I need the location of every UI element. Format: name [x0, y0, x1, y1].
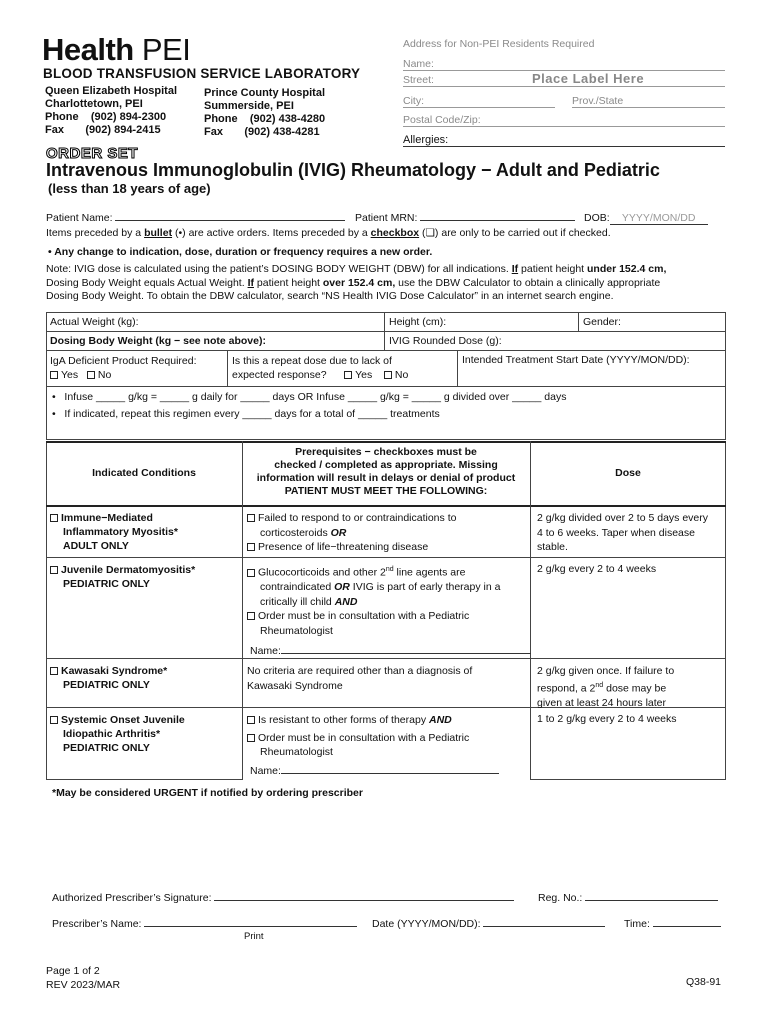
prescriber-name[interactable]: Prescriber’s Name:: [52, 918, 357, 930]
dose-dermatomyositis: 2 g/kg every 2 to 4 weeks: [537, 563, 657, 575]
form-code: Q38-91: [686, 976, 722, 988]
prereq-sojia: Is resistant to other forms of therapy AND Order must be in consultation with a Pediatric Rheumatologist Name:: [247, 713, 499, 778]
prescriber-date[interactable]: Date (YYYY/MON/DD):: [372, 918, 605, 930]
condition-dermatomyositis[interactable]: Juvenile Dermatomyositis* PEDIATRIC ONLY: [50, 563, 195, 591]
col-indicated-conditions: Indicated Conditions: [92, 467, 196, 479]
myositis-prereq2-checkbox[interactable]: [247, 543, 255, 551]
change-note: • Any change to indication, dose, duration or frequency requires a new order.: [48, 246, 433, 258]
kawasaki-checkbox[interactable]: [50, 667, 58, 675]
dose-myositis: 2 g/kg divided over 2 to 5 days every 4 to 6 weeks. Taper when disease stable.: [537, 512, 709, 553]
intended-start-date[interactable]: Intended Treatment Start Date (YYYY/MON/DD):: [462, 354, 690, 366]
condition-kawasaki[interactable]: Kawasaki Syndrome* PEDIATRIC ONLY: [50, 664, 167, 692]
col-dose: Dose: [615, 467, 641, 479]
prereq-myositis: Failed to respond to or contraindications to corticosteroids OR Presence of life−threatening disease: [247, 511, 456, 555]
iga-no-checkbox[interactable]: [87, 371, 95, 379]
page-title: Intravenous Immunoglobulin (IVIG) Rheumatology − Adult and Pediatric: [46, 160, 660, 180]
prescriber-time[interactable]: Time:: [624, 918, 721, 930]
gender-field[interactable]: Gender:: [583, 316, 621, 328]
iga-yes-checkbox[interactable]: [50, 371, 58, 379]
address-city[interactable]: City:: [403, 95, 555, 108]
dermatomyositis-checkbox[interactable]: [50, 566, 58, 574]
items-note: Items preceded by a bullet (•) are active orders. Items preceded by a checkbox (❏) are only to be carried out if checked.: [46, 227, 611, 239]
col-prerequisites: Prerequisites − checkboxes must be checked / completed as appropriate. Missing information will result in delays or denial of product PATIENT MUST MEET THE FOLLOWING:: [256, 446, 516, 497]
page-subtitle: (less than 18 years of age): [48, 181, 211, 196]
authorized-signature[interactable]: Authorized Prescriber’s Signature:: [52, 892, 514, 904]
address-prov[interactable]: Prov./State: [572, 95, 725, 108]
sojia-prereq1-checkbox[interactable]: [247, 716, 255, 724]
condition-myositis[interactable]: Immune−Mediated Inflammatory Myositis* ADULT ONLY: [50, 511, 178, 553]
urgent-note: *May be considered URGENT if notified by ordering prescriber: [52, 787, 363, 799]
sojia-prereq2-checkbox[interactable]: [247, 734, 255, 742]
health-pei-logo: Health PEI: [42, 32, 191, 67]
height-field[interactable]: Height (cm):: [389, 316, 447, 328]
patient-mrn-label: Patient MRN:: [355, 212, 575, 224]
prereq-kawasaki: No criteria are required other than a diagnosis of Kawasaki Syndrome: [247, 665, 473, 692]
repeat-dose-question: Is this a repeat dose due to lack of expected response? Yes No: [232, 355, 409, 381]
hospital-pch: Prince County Hospital Summerside, PEI Phone (902) 438-4280 Fax (902) 438-4281: [204, 87, 326, 138]
lab-title: BLOOD TRANSFUSION SERVICE LABORATORY: [43, 66, 361, 81]
iga-question: IgA Deficient Product Required: Yes No: [50, 355, 197, 381]
repeat-no-checkbox[interactable]: [384, 371, 392, 379]
dose-kawasaki: 2 g/kg given once. If failure to respond, a 2nd dose may be given at least 24 hours later: [537, 665, 675, 709]
dose-sojia: 1 to 2 g/kg every 2 to 4 weeks: [537, 713, 677, 725]
repeat-yes-checkbox[interactable]: [344, 371, 352, 379]
dbw-note: Note: IVIG dose is calculated using the patient’s DOSING BODY WEIGHT (DBW) for all indications. If patient height under 152.4 cm, Dosing Body Weight equals Actual Weight. If patient height over 152.4 cm, use the DBW Calculator to obtain a clinically appropriate Dosing Body Weight. To obtain the DBW calculator, search “NS Health IVIG Dose Calculator” in an internet search engine.: [46, 263, 667, 302]
footer-page: Page 1 of 2 REV 2023/MAR: [46, 965, 121, 991]
sojia-checkbox[interactable]: [50, 716, 58, 724]
dob-label: DOB: YYYY/MON/DD: [584, 212, 708, 225]
print-hint: Print: [244, 931, 264, 942]
infuse-line[interactable]: • Infuse _____ g/kg = _____ g daily for _____ days OR Infuse _____ g/kg = _____ g divided over _____ days: [52, 391, 567, 403]
repeat-regimen-line[interactable]: • If indicated, repeat this regimen every _____ days for a total of _____ treatments: [52, 408, 440, 420]
derm-prereq1-checkbox[interactable]: [247, 569, 255, 577]
address-name[interactable]: Name:: [403, 58, 725, 71]
actual-weight-field[interactable]: Actual Weight (kg):: [50, 316, 139, 328]
address-postal[interactable]: Postal Code/Zip:: [403, 114, 725, 127]
myositis-prereq1-checkbox[interactable]: [247, 514, 255, 522]
rounded-dose-field[interactable]: IVIG Rounded Dose (g):: [389, 335, 502, 347]
place-label-text: Place Label Here: [532, 71, 645, 86]
order-set-label: ORDER SET: [46, 145, 139, 162]
condition-sojia[interactable]: Systemic Onset Juvenile Idiopathic Arthritis* PEDIATRIC ONLY: [50, 713, 185, 755]
address-heading: Address for Non-PEI Residents Required: [403, 38, 595, 50]
dosing-weight-field[interactable]: Dosing Body Weight (kg − see note above):: [50, 335, 266, 347]
address-street[interactable]: Street:: [403, 74, 725, 87]
derm-prereq2-checkbox[interactable]: [247, 612, 255, 620]
patient-name-label: Patient Name:: [46, 212, 345, 224]
allergies-field[interactable]: Allergies:: [403, 134, 725, 147]
prereq-dermatomyositis: Glucocorticoids and other 2nd line agents are contraindicated OR IVIG is part of early therapy in a critically ill child AND Order must be in consultation with a Pediatric Rheumatologist Name:: [247, 563, 531, 659]
myositis-checkbox[interactable]: [50, 514, 58, 522]
hospital-qeh: Queen Elizabeth Hospital Charlottetown, PEI Phone (902) 894-2300 Fax (902) 894-2415: [45, 85, 178, 136]
reg-no[interactable]: Reg. No.:: [538, 892, 718, 904]
